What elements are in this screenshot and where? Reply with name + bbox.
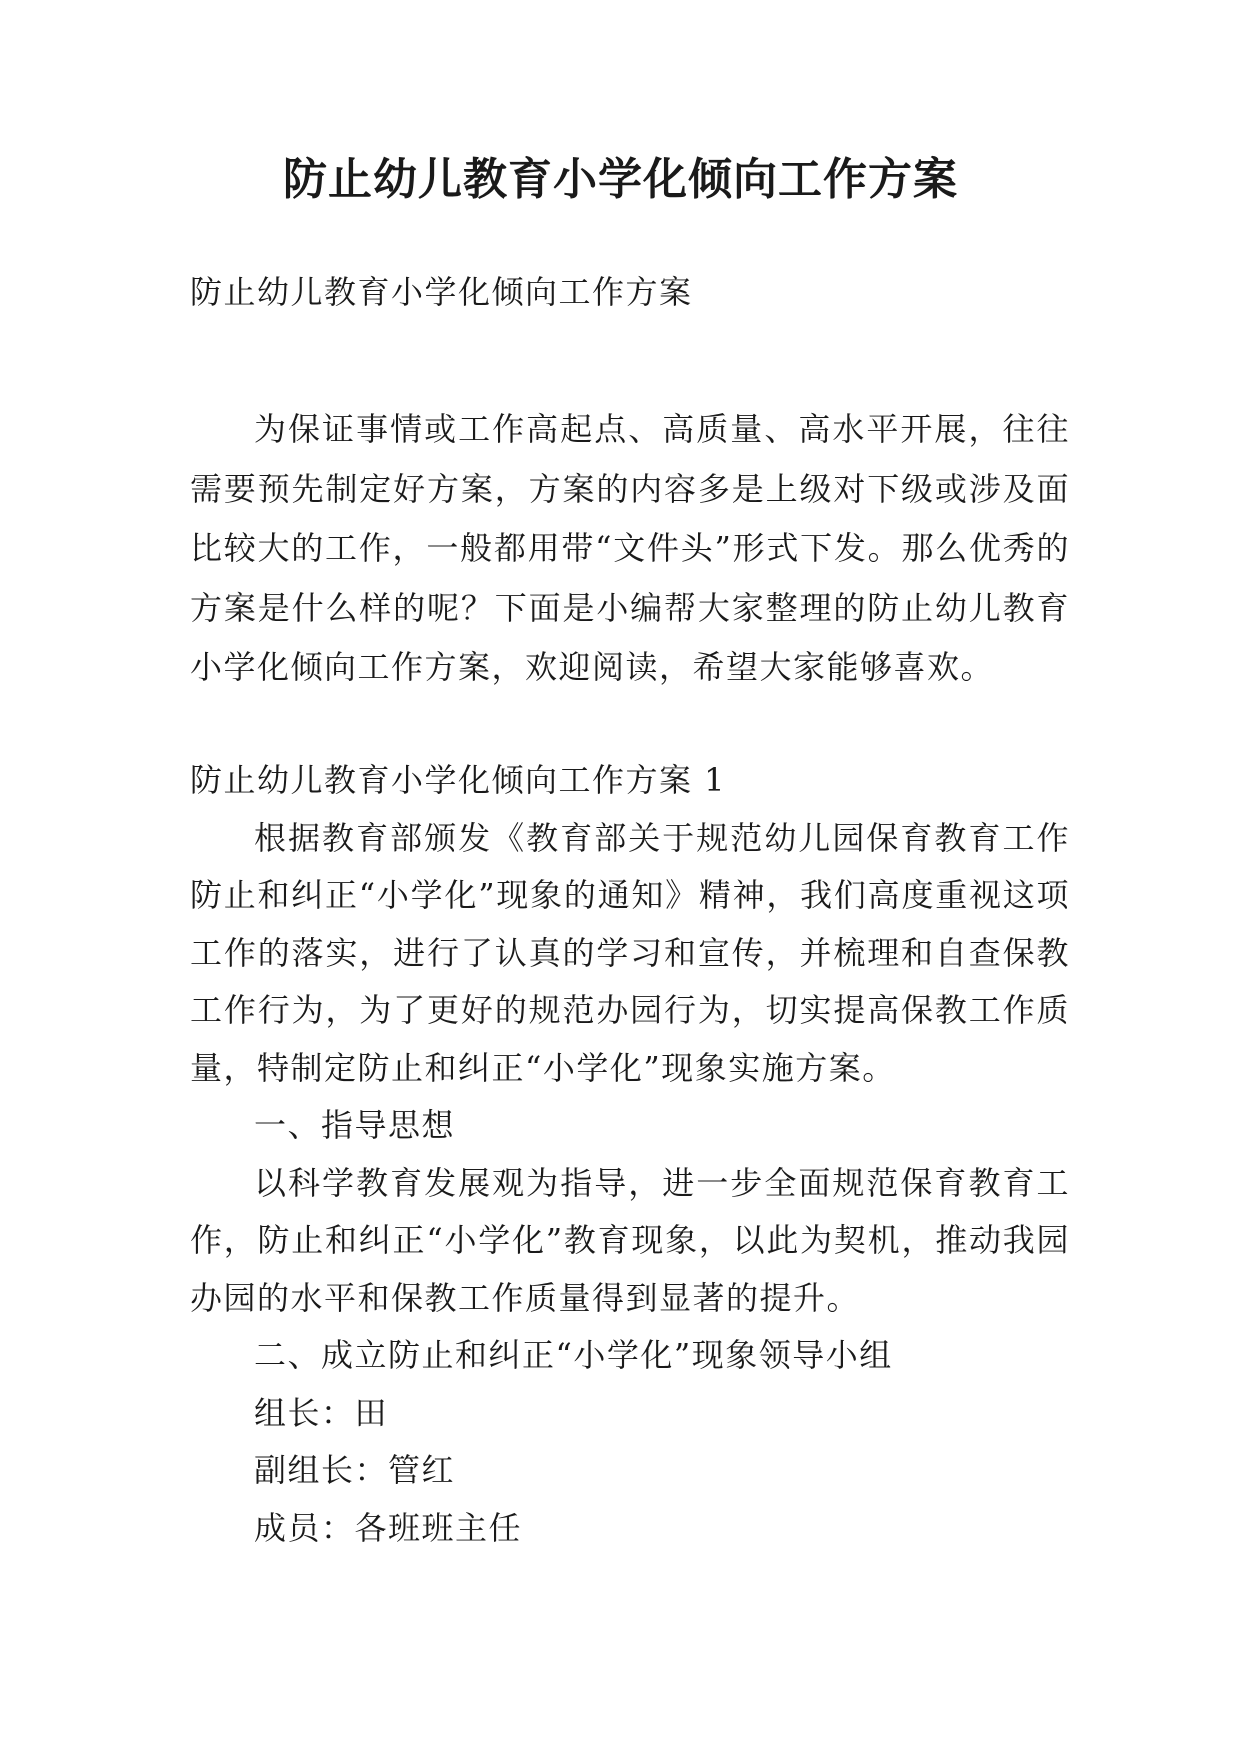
group-deputy-leader: 副组长：管红: [254, 1451, 456, 1489]
document-subtitle: 防止幼儿教育小学化倾向工作方案: [190, 273, 693, 311]
document-title: 防止幼儿教育小学化倾向工作方案: [283, 154, 958, 205]
intro-block: [190, 400, 1070, 698]
guiding-thought-paragraph: 以科学教育发展观为指导，进一步全面规范保育教育工作，防止和纠正“小学化”教育现象，以此为契机，推动我园办园的水平和保教工作质量得到显著的提升。: [190, 1163, 1070, 1317]
leadership-group-heading: 二、成立防止和纠正“小学化”现象领导小组: [254, 1336, 893, 1374]
section-1-paragraph: 根据教育部颁发《教育部关于规范幼儿园保育教育工作防止和纠正“小学化”现象的通知》精神，我们高度重视这项工作的落实，进行了认真的学习和宣传，并梳理和自查保教工作行为，为了更好的规范办园行为，切实提高保教工作质量，特制定防止和纠正“小学化”现象实施方案。: [190, 818, 1070, 1087]
intro-paragraph: 为保证事情或工作高起点、高质量、高水平开展，往往需要预先制定好方案，方案的内容多是上级对下级或涉及面比较大的工作，一般都用带“文件头”形式下发。那么优秀的方案是什么样的呢？下面是小编帮大家整理的防止幼儿教育小学化倾向工作方案，欢迎阅读，希望大家能够喜欢。: [190, 410, 1070, 686]
guiding-thought-heading: 一、指导思想: [254, 1106, 456, 1144]
section-1: [190, 752, 1070, 1557]
group-leader: 组长：田: [254, 1393, 389, 1432]
section-1-heading: 防止幼儿教育小学化倾向工作方案 1: [190, 761, 727, 799]
group-members: 成员：各班班主任: [254, 1508, 523, 1547]
